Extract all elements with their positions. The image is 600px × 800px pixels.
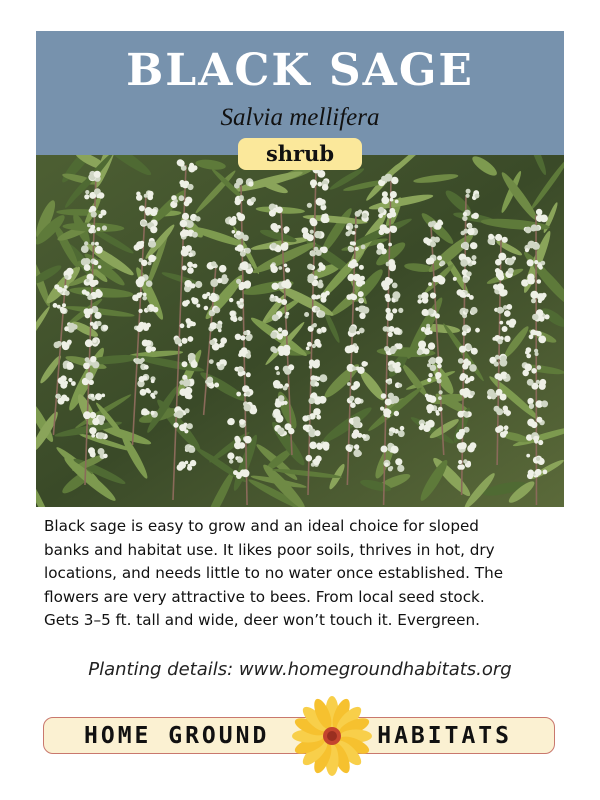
brand-name-left: HOME GROUND: [84, 723, 270, 749]
description-line: Gets 3–5 ft. tall and wide, deer won’t touch it. Evergreen.: [44, 611, 480, 629]
plant-description: [44, 515, 558, 633]
brand-name-right: HABITATS: [377, 723, 512, 749]
category-badge: shrub: [238, 138, 362, 170]
description-line: flowers are very attractive to bees. From local seed stock.: [44, 587, 485, 606]
planting-details-link[interactable]: Planting details: www.homegroundhabitats.org: [88, 659, 512, 680]
plant-header: [36, 31, 564, 155]
description-line: locations, and needs little to no water once established. The: [44, 564, 504, 582]
sage-photo-illustration: [36, 155, 564, 507]
sunflower-logo-icon: [289, 693, 375, 779]
description-line: banks and habitat use. It likes poor soils, thrives in hot, dry: [44, 540, 495, 559]
plant-common-name: BLACK SAGE: [126, 45, 474, 96]
plant-photo: [36, 155, 564, 507]
plant-latin-name: Salvia mellifera: [220, 104, 380, 131]
description-line: Black sage is easy to grow and an ideal choice for sloped: [44, 517, 479, 535]
